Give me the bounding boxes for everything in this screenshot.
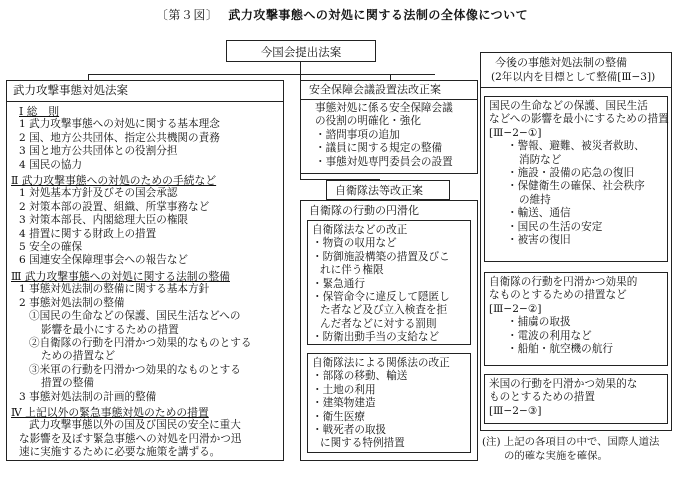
list-item: ・戦死者の取扱 bbox=[312, 424, 387, 437]
list-item: ・防衛出動手当の支給など bbox=[312, 331, 440, 344]
figure-title-text: 武力攻撃事態への対処に関する法制の全体像について bbox=[228, 8, 529, 22]
list-item: ③米軍の行動を円滑かつ効果的なものとする bbox=[29, 363, 241, 376]
list-item: 4 国民の協力 bbox=[19, 158, 83, 171]
list-item: 武力攻撃事態以外の国及び国民の安全に重大 bbox=[29, 419, 241, 432]
list-item: ・船舶・航空機の航行 bbox=[507, 343, 613, 356]
figure-number: 〔第３図〕 bbox=[155, 8, 219, 22]
list-item: 2 事態対処法制の整備 bbox=[19, 296, 125, 309]
list-item: なものとするための措置など bbox=[489, 289, 627, 302]
list-item: の維持 bbox=[519, 193, 551, 206]
security-council-bill-content bbox=[307, 102, 453, 169]
list-item: ・被害の復旧 bbox=[507, 234, 571, 247]
list-item: 3 対策本部長、内閣総理大臣の権限 bbox=[19, 214, 189, 227]
security-council-bill-box bbox=[300, 80, 478, 174]
sdf-action-box bbox=[484, 272, 668, 366]
list-item: 自衛隊法などの改正 bbox=[312, 224, 408, 236]
us-forces-box bbox=[484, 374, 668, 424]
list-item: 5 安全の確保 bbox=[19, 241, 83, 254]
list-item: 2 国、地方公共団体、指定公共機関の責務 bbox=[19, 131, 220, 144]
section-heading: Ⅱ 武力攻撃事態への対処のための手続など bbox=[11, 174, 217, 188]
list-item: 国民の生命などの保護、国民生活 bbox=[489, 100, 648, 112]
list-item: 速に実施するために必要な施策を講ずる。 bbox=[19, 446, 221, 459]
list-item: の役割の明確化・強化 bbox=[315, 115, 421, 128]
list-item: 事態対処に係る安全保障会議 bbox=[315, 102, 453, 114]
armed-attack-bill-title-text: 武力攻撃事態対処法案 bbox=[13, 83, 128, 97]
armed-attack-bill-title bbox=[7, 81, 283, 102]
list-item: ・衛生医療 bbox=[312, 410, 365, 423]
current-session-header bbox=[226, 40, 376, 62]
list-item: ・建築物建造 bbox=[312, 397, 376, 410]
list-item: などへの影響を最小にするための措置 bbox=[489, 113, 669, 126]
sdf-action-content bbox=[489, 276, 637, 356]
list-item: 米国の行動を円滑かつ効果的な bbox=[489, 378, 638, 390]
figure-title bbox=[0, 6, 684, 23]
section-heading: Ⅲ 武力攻撃事態への対処に関する法制の整備 bbox=[11, 269, 230, 283]
armed-attack-bill-content bbox=[11, 105, 281, 460]
list-item: [Ⅲ−2−②] bbox=[489, 302, 542, 315]
list-item: ・諮問事項の追加 bbox=[315, 128, 400, 141]
footnote-line1: (注) 上記の各項目の中で、国際人道法 bbox=[482, 436, 660, 448]
list-item: 3 国と地方公共団体との役割分担 bbox=[19, 145, 178, 158]
sdf-bill-box bbox=[300, 200, 478, 461]
list-item: ・輸送、通信 bbox=[507, 207, 571, 220]
list-item: 2 対策本部の設置、組織、所掌事務など bbox=[19, 200, 210, 213]
list-item: ものとするための措置 bbox=[489, 391, 595, 404]
sdf-law-amendment-box bbox=[307, 220, 471, 345]
list-item: ・部隊の移動、輸送 bbox=[312, 370, 408, 383]
list-item: れに伴う権限 bbox=[320, 264, 384, 277]
future-legislation-header bbox=[480, 52, 672, 88]
list-item: ・警報、避難、被災者救助、 bbox=[507, 140, 645, 153]
list-item: ・施設・設備の応急の復旧 bbox=[507, 167, 635, 180]
armed-attack-bill-box bbox=[6, 80, 284, 461]
section-heading: Ⅰ 総 則 bbox=[19, 105, 60, 118]
connector bbox=[300, 62, 301, 74]
current-session-label: 今国会提出法案 bbox=[260, 45, 342, 59]
list-item: 1 事態対処法制の整備に関する基本方針 bbox=[19, 283, 210, 296]
list-item: 影響を最小にするための措置 bbox=[41, 323, 179, 336]
security-council-bill-title bbox=[301, 81, 477, 100]
list-item: ①国民の生命などの保護、国民生活などへの bbox=[29, 310, 241, 323]
list-item: ・防御施設構築の措置及びこ bbox=[312, 250, 450, 263]
sdf-bill-subtitle: 自衛隊の行動の円滑化 bbox=[309, 204, 419, 217]
list-item: [Ⅲ−2−③] bbox=[489, 404, 542, 417]
list-item: ・保管命令に違反して隠匿し bbox=[312, 291, 450, 304]
list-item: ・事態対処専門委員会の設置 bbox=[315, 155, 453, 168]
list-item: 6 国連安全保障理事会への報告など bbox=[19, 254, 189, 267]
future-legislation-subtitle: (2年以内を目標として整備[Ⅲ−3]) bbox=[491, 71, 656, 83]
list-item: 1 武力攻撃事態への対処に関する基本理念 bbox=[19, 118, 220, 131]
list-item: ・物資の収用など bbox=[312, 237, 397, 250]
list-item: 1 対処基本方針及びその国会承認 bbox=[19, 187, 178, 200]
list-item: 3 事態対処法制の計画的整備 bbox=[19, 390, 157, 403]
list-item: ・捕虜の取扱 bbox=[507, 316, 571, 329]
list-item: な影響を及ぼす緊急事態への対処を円滑かつ迅 bbox=[19, 432, 242, 445]
sdf-law-amendment-content bbox=[312, 224, 450, 345]
list-item: ・緊急通行 bbox=[312, 277, 365, 290]
related-law-amendment-content bbox=[312, 357, 450, 451]
list-item: [Ⅲ−2−①] bbox=[489, 126, 542, 139]
civil-protection-content bbox=[489, 100, 669, 247]
list-item: ・保健衛生の確保、社会秩序 bbox=[507, 180, 645, 193]
civil-protection-box bbox=[484, 96, 668, 262]
section-heading: Ⅳ 上記以外の緊急事態対処のための措置 bbox=[11, 405, 209, 419]
list-item: ・議員に関する規定の整備 bbox=[315, 142, 443, 155]
list-item: 消防など bbox=[519, 153, 562, 166]
sdf-bill-title-box bbox=[326, 180, 450, 200]
list-item: ②自衛隊の行動を円滑かつ効果的なものとする bbox=[29, 336, 252, 349]
list-item: ・土地の利用 bbox=[312, 383, 376, 396]
list-item: 自衛隊法による関係法の改正 bbox=[312, 357, 450, 369]
list-item: んだ者などに対する罰則 bbox=[320, 317, 437, 330]
footnote-line2: の的確な実施を確保。 bbox=[504, 450, 608, 462]
list-item: ための措置など bbox=[41, 350, 116, 363]
connector bbox=[88, 74, 435, 75]
list-item: ・国民の生活の安定 bbox=[507, 220, 603, 233]
sdf-bill-title: 自衛隊法等改正案 bbox=[335, 184, 423, 197]
security-council-bill-title-text: 安全保障会議設置法改正案 bbox=[309, 83, 441, 96]
list-item: ・電波の利用など bbox=[507, 329, 592, 342]
related-law-amendment-box bbox=[307, 353, 471, 453]
list-item: 自衛隊の行動を円滑かつ効果的 bbox=[489, 276, 638, 288]
list-item: に関する特例措置 bbox=[320, 437, 405, 450]
us-forces-content bbox=[489, 378, 637, 418]
future-legislation-title: 今後の事態対処法制の整備 bbox=[495, 56, 627, 69]
list-item: 措置の整備 bbox=[41, 377, 94, 390]
list-item: 4 措置に関する財政上の措置 bbox=[19, 227, 157, 240]
list-item: た者など及び立入検査を拒 bbox=[320, 304, 448, 317]
